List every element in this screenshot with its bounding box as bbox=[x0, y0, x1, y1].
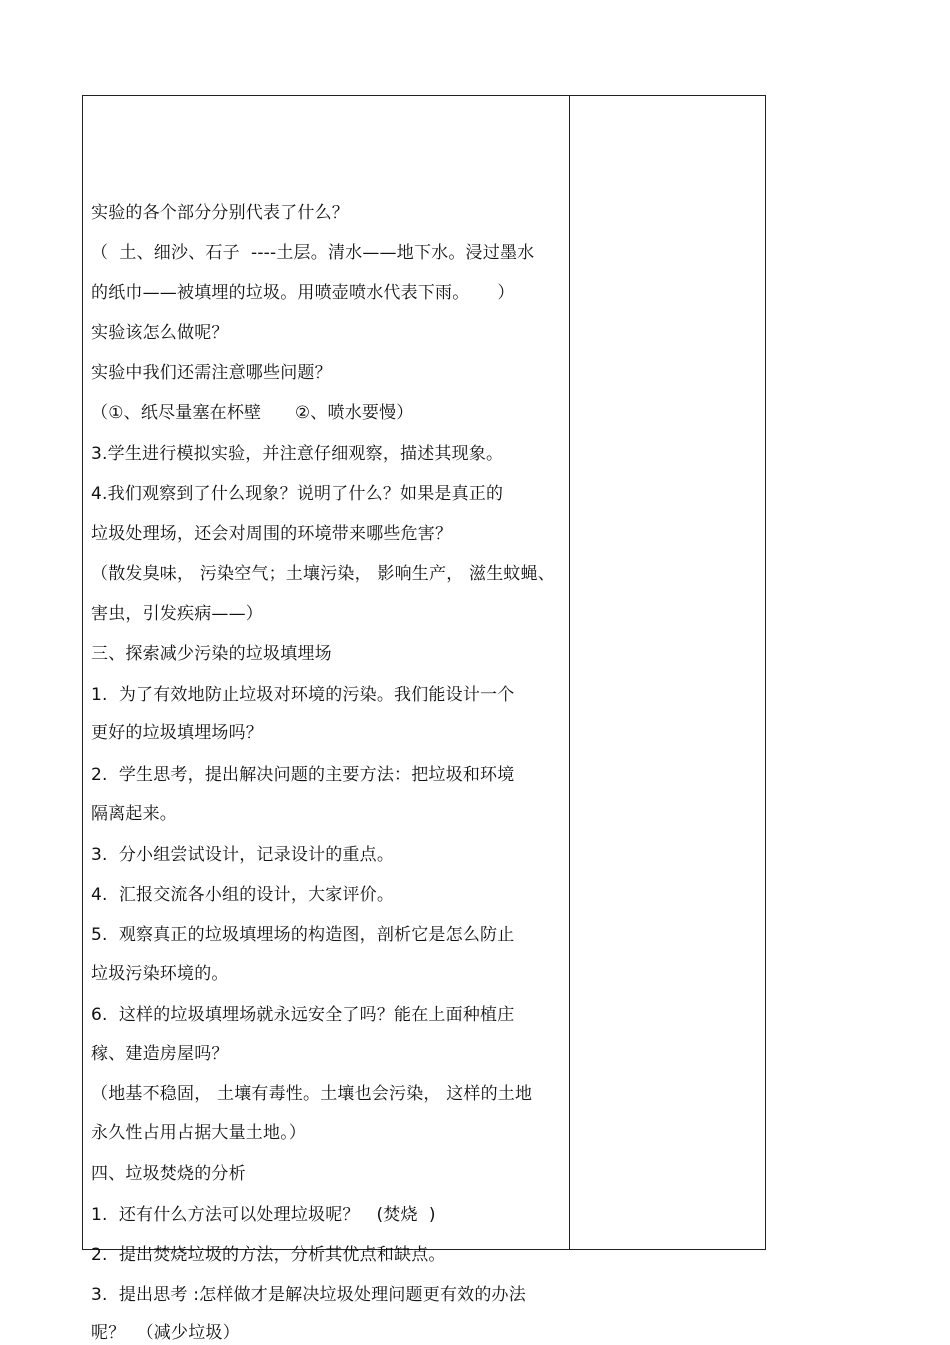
text-line: 垃圾污染环境的。 bbox=[91, 964, 229, 984]
text-line: 3.学生进行模拟实验，并注意仔细观察，描述其现象。 bbox=[91, 444, 504, 464]
lesson-table bbox=[82, 95, 766, 1343]
text-line: 实验中我们还需注意哪些问题？ bbox=[91, 363, 332, 383]
section-heading: 四、垃圾焚烧的分析 bbox=[91, 1164, 246, 1184]
text-line: 6. 这样的垃圾填埋场就永远安全了吗？能在上面种植庄 bbox=[91, 1005, 515, 1025]
lesson-content-cell bbox=[83, 96, 570, 1343]
text-line: 2. 学生思考，提出解决问题的主要方法：把垃圾和环境 bbox=[91, 765, 515, 785]
text-line: 稼、建造房屋吗？ bbox=[91, 1044, 229, 1064]
text-line: 4. 汇报交流各小组的设计，大家评价。 bbox=[91, 885, 395, 905]
text-line: 5. 观察真正的垃圾填埋场的构造图，剖析它是怎么防止 bbox=[91, 925, 515, 945]
text-line: 实验的各个部分分别代表了什么？ bbox=[91, 203, 349, 223]
text-line: 3. 分小组尝试设计，记录设计的重点。 bbox=[91, 845, 395, 865]
text-line: （ 土、细沙、石子 ----土层。清水——地下水。浸过墨水 bbox=[91, 243, 535, 263]
text-line: 害虫，引发疾病——） bbox=[91, 604, 263, 624]
text-line: 1. 还有什么方法可以处理垃圾呢？ (焚烧 ) bbox=[91, 1205, 436, 1225]
text-line: （散发臭味， 污染空气；土壤污染， 影响生产， 滋生蚊蝇、 bbox=[91, 564, 556, 584]
text-line: 的纸巾——被填埋的垃圾。用喷壶喷水代表下雨。 ） bbox=[91, 283, 515, 303]
text-line: 4.我们观察到了什么现象？说明了什么？如果是真正的 bbox=[91, 484, 504, 504]
notes-cell bbox=[570, 96, 765, 1249]
section-heading: 三、探索减少污染的垃圾填埋场 bbox=[91, 644, 332, 664]
text-line: 2. 提出焚烧垃圾的方法，分析其优点和缺点。 bbox=[91, 1245, 446, 1265]
text-line: 呢？ （减少垃圾） bbox=[91, 1323, 240, 1343]
text-line: 实验该怎么做呢？ bbox=[91, 323, 229, 343]
text-line: （地基不稳固， 土壤有毒性。土壤也会污染， 这样的土地 bbox=[91, 1084, 533, 1104]
text-line: 隔离起来。 bbox=[91, 804, 177, 824]
text-line: （①、纸尽量塞在杯壁 ②、喷水要慢） bbox=[91, 403, 414, 423]
text-line: 永久性占用占据大量土地。） bbox=[91, 1123, 307, 1143]
text-line: 更好的垃圾填埋场吗？ bbox=[91, 723, 263, 743]
text-line: 1. 为了有效地防止垃圾对环境的污染。我们能设计一个 bbox=[91, 685, 515, 705]
text-line: 垃圾处理场，还会对周围的环境带来哪些危害？ bbox=[91, 524, 453, 544]
text-line: 3. 提出思考 :怎样做才是解决垃圾处理问题更有效的办法 bbox=[91, 1285, 526, 1305]
